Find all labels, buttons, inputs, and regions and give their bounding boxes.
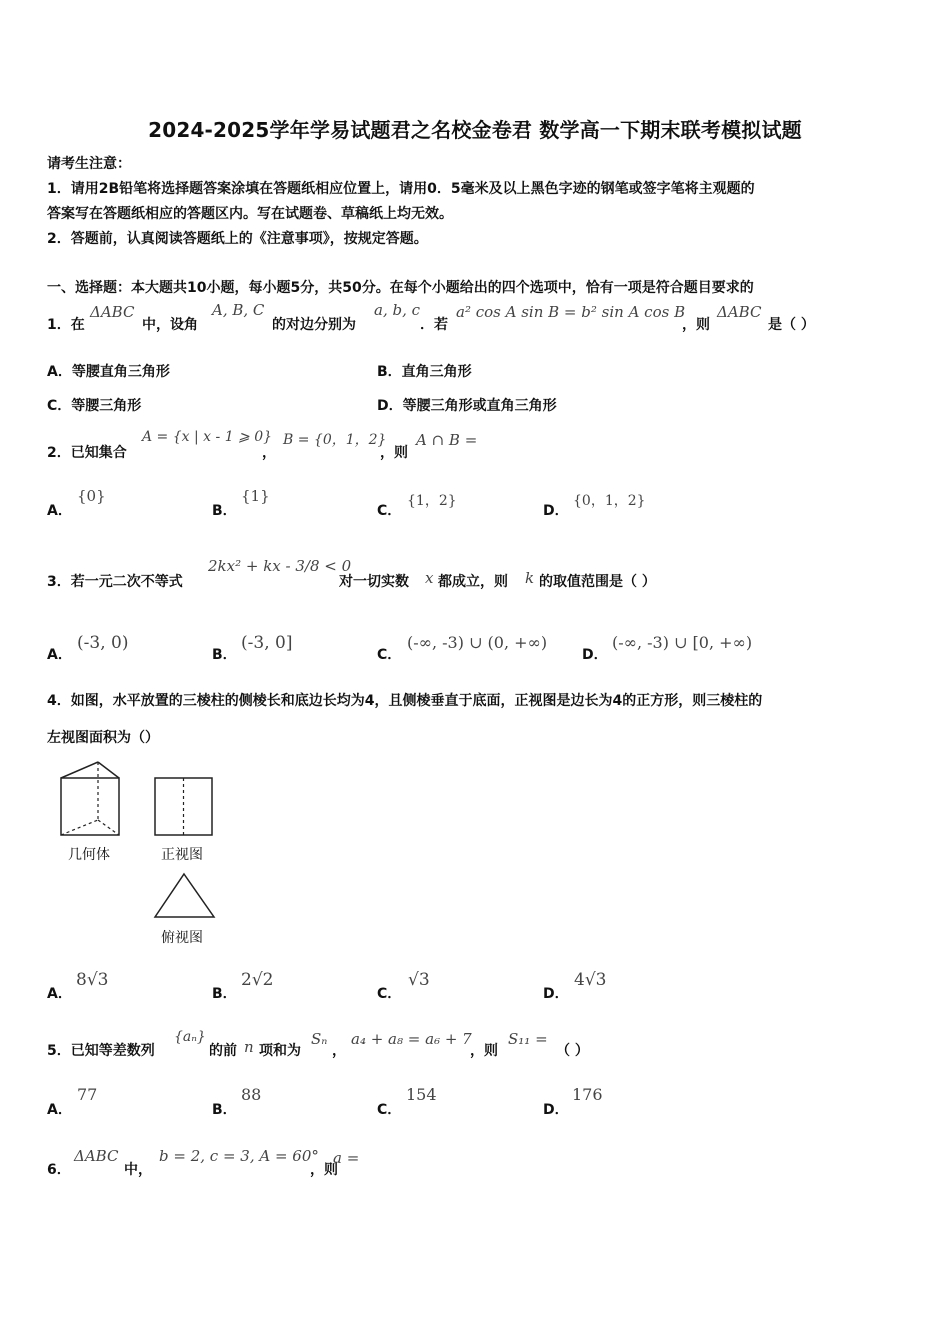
q2-option-c[interactable]: {1，2} — [407, 493, 457, 509]
q4-line-2: 左视图面积为（） — [47, 730, 159, 746]
q2-math-intersection: A ∩ B = — [416, 431, 478, 449]
q1-math-angles: A, B, C — [212, 301, 265, 319]
q1-option-b[interactable]: B．直角三角形 — [377, 364, 472, 380]
q5-option-d-label[interactable]: D． — [543, 1102, 569, 1118]
q1-number: 1．在 — [47, 317, 85, 333]
q2-option-a-label[interactable]: A． — [47, 503, 72, 519]
q3-math-x: x — [425, 569, 434, 587]
q5-number: 5．已知等差数列 — [47, 1043, 155, 1059]
q3-option-a-label[interactable]: A． — [47, 647, 72, 663]
q1-option-d[interactable]: D．等腰三角形或直角三角形 — [377, 398, 557, 414]
q5-text-2: 项和为 — [259, 1043, 301, 1059]
q5-option-a-label[interactable]: A． — [47, 1102, 72, 1118]
q3-option-b-label[interactable]: B． — [212, 647, 237, 663]
notice-line-1: 1．请用2B铅笔将选择题答案涂填在答题纸相应位置上，请用0．5毫米及以上黑色字迹的钢笔或签字笔将主观题的 — [47, 181, 755, 197]
q1-text-3: ．若 — [420, 317, 448, 333]
q2-math-set-a: A = {x | x - 1 ⩾ 0} — [142, 429, 273, 445]
q5-option-d[interactable]: 176 — [572, 1085, 603, 1104]
q5-option-c-label[interactable]: C． — [377, 1102, 402, 1118]
q6-math-triangle: ΔABC — [74, 1147, 119, 1165]
notice-heading: 请考生注意： — [47, 156, 131, 172]
q5-math-sn: Sₙ — [311, 1030, 328, 1048]
q1-math-triangle: ΔABC — [90, 303, 135, 321]
prism-figure — [58, 758, 128, 840]
q3-text-3: 的取值范围是（ ） — [539, 574, 656, 590]
q1-text-1: 中，设角 — [142, 317, 198, 333]
figure-caption-top: 俯视图 — [161, 930, 203, 946]
q4-option-c-label[interactable]: C． — [377, 986, 402, 1002]
top-view-figure — [153, 872, 217, 922]
q5-option-c[interactable]: 154 — [406, 1085, 437, 1104]
q3-math-k: k — [525, 569, 535, 587]
q6-number: 6． — [47, 1162, 71, 1178]
q2-option-b-label[interactable]: B． — [212, 503, 237, 519]
q5-text-5: （ ） — [556, 1043, 589, 1059]
q3-text-1: 对一切实数 — [339, 574, 409, 590]
q5-option-b-label[interactable]: B． — [212, 1102, 237, 1118]
q5-math-equation: a₄ + a₈ = a₆ + 7 — [351, 1030, 472, 1048]
q6-math-conditions: b = 2, c = 3, A = 60° — [159, 1147, 319, 1165]
q3-option-c-label[interactable]: C． — [377, 647, 402, 663]
q1-text-4: ，则 — [682, 317, 710, 333]
q6-math-a: a = — [333, 1149, 360, 1167]
q3-option-c[interactable]: (-∞, -3) ∪ (0, +∞) — [407, 633, 548, 652]
q4-option-c[interactable]: √3 — [408, 970, 430, 990]
q1-option-a[interactable]: A．等腰直角三角形 — [47, 364, 170, 380]
q6-text-2: ，则 — [310, 1162, 338, 1178]
q5-text-4: ，则 — [470, 1043, 498, 1059]
q1-option-c[interactable]: C．等腰三角形 — [47, 398, 142, 414]
q5-math-sequence: {aₙ} — [174, 1029, 206, 1045]
notice-line-1b: 答案写在答题纸相应的答题区内。写在试题卷、草稿纸上均无效。 — [47, 206, 453, 222]
q3-text-2: 都成立，则 — [438, 574, 508, 590]
q2-option-d-label[interactable]: D． — [543, 503, 569, 519]
q5-text-3: ， — [332, 1043, 346, 1059]
q4-option-a[interactable]: 8√3 — [76, 970, 109, 990]
q5-option-a[interactable]: 77 — [77, 1085, 98, 1104]
q5-text-1: 的前 — [209, 1043, 237, 1059]
q1-math-sides: a, b, c — [374, 301, 421, 319]
q5-math-n: n — [244, 1038, 254, 1056]
q1-math-equation: a² cos A sin B = b² sin A cos B — [456, 303, 686, 321]
q5-option-b[interactable]: 88 — [241, 1085, 262, 1104]
q3-option-a[interactable]: (-3, 0) — [77, 633, 129, 653]
page-title: 2024-2025学年学易试题君之名校金卷君 数学高一下期末联考模拟试题 — [148, 118, 802, 142]
q1-text-2: 的对边分别为 — [272, 317, 356, 333]
q2-text-1: ， — [262, 445, 276, 461]
q2-option-b[interactable]: {1} — [241, 487, 270, 505]
q4-option-d-label[interactable]: D． — [543, 986, 569, 1002]
q3-option-d-label[interactable]: D． — [582, 647, 608, 663]
q2-number: 2．已知集合 — [47, 445, 127, 461]
section-heading: 一、选择题：本大题共10小题，每小题5分，共50分。在每个小题给出的四个选项中，恰有一项是符合题目要求的 — [47, 280, 754, 296]
q2-option-a[interactable]: {0} — [77, 487, 106, 505]
q2-text-2: ，则 — [380, 445, 408, 461]
q4-line-1: 4．如图，水平放置的三棱柱的侧棱长和底边长均为4，且侧棱垂直于底面，正视图是边长为4的正方形，则三棱柱的 — [47, 693, 763, 709]
q2-option-d[interactable]: {0，1，2} — [573, 493, 646, 509]
q6-text-1: 中， — [124, 1162, 152, 1178]
q3-option-d[interactable]: (-∞, -3) ∪ [0, +∞) — [612, 633, 753, 652]
q1-text-5: 是（ ） — [768, 317, 815, 333]
q2-option-c-label[interactable]: C． — [377, 503, 402, 519]
q3-number: 3．若一元二次不等式 — [47, 574, 183, 590]
q1-math-triangle-2: ΔABC — [717, 303, 762, 321]
q4-option-a-label[interactable]: A． — [47, 986, 72, 1002]
figure-caption-front: 正视图 — [161, 847, 203, 863]
q4-option-b[interactable]: 2√2 — [241, 970, 274, 990]
q3-math-inequality: 2kx² + kx - 3/8 < 0 — [208, 557, 352, 575]
q2-math-set-b: B = {0，1，2} — [283, 432, 387, 448]
q4-option-d[interactable]: 4√3 — [574, 970, 607, 990]
front-view-figure — [153, 776, 215, 838]
notice-line-2: 2．答题前，认真阅读答题纸上的《注意事项》，按规定答题。 — [47, 231, 428, 247]
figure-caption-solid: 几何体 — [68, 847, 110, 863]
q3-option-b[interactable]: (-3, 0] — [241, 633, 293, 653]
q4-option-b-label[interactable]: B． — [212, 986, 237, 1002]
q5-math-s11: S₁₁ = — [508, 1030, 548, 1048]
